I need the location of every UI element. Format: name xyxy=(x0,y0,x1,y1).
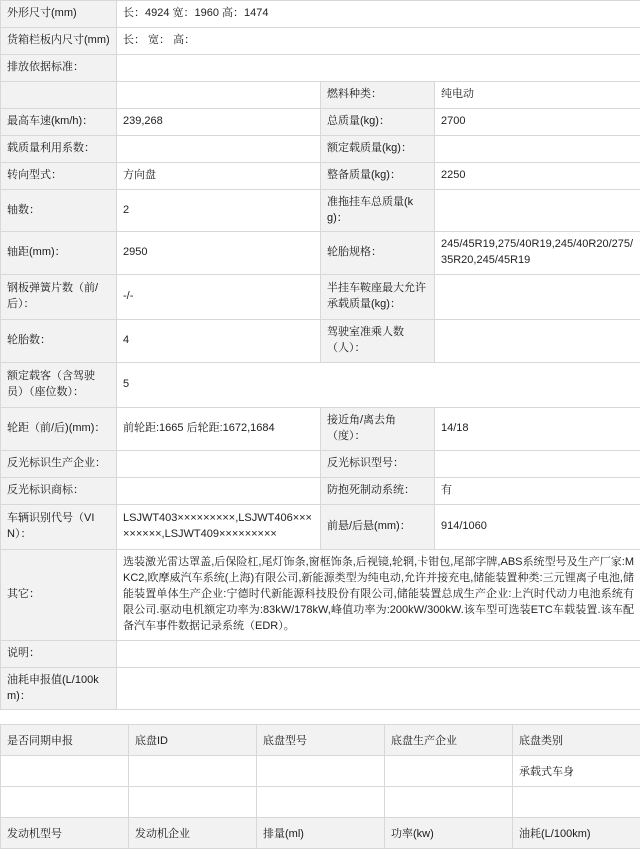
row-value-dimensions: 长：4924 宽：1960 高：1474 xyxy=(117,1,640,28)
row-value-trailer-mass xyxy=(435,189,640,232)
engine-header-manufacturer: 发动机企业 xyxy=(129,818,257,849)
row-label-dimensions: 外形尺寸(mm) xyxy=(1,1,117,28)
table-row xyxy=(1,1,640,28)
chassis-cell-chassis-id xyxy=(129,756,257,787)
row-value-seating-capacity: 5 xyxy=(117,363,640,408)
row-value-load-coefficient xyxy=(117,135,321,162)
row-label-steering-type: 转向型式： xyxy=(1,162,117,189)
row-label-max-speed: 最高车速(km/h)： xyxy=(1,108,117,135)
row-label-cargo-box: 货箱栏板内尺寸(mm) xyxy=(1,27,117,54)
row-value-saddle-load xyxy=(435,275,640,320)
row-value-max-speed: 239,268 xyxy=(117,108,321,135)
table-row xyxy=(1,478,640,505)
chassis-header-chassis-manufacturer: 底盘生产企业 xyxy=(385,725,513,756)
row-label-reflector-model: 反光标识型号： xyxy=(321,451,435,478)
row-label-approach-departure-angle: 接近角/离去角（度）： xyxy=(321,408,435,451)
row-value-reflector-brand xyxy=(117,478,321,505)
engine-header-row xyxy=(1,818,640,849)
row-value-gross-mass: 2700 xyxy=(435,108,640,135)
row-value-tire-count: 4 xyxy=(117,320,321,363)
row-value-reflector-manufacturer xyxy=(117,451,321,478)
table-row xyxy=(1,640,640,667)
chassis-header-chassis-category: 底盘类别 xyxy=(513,725,640,756)
row-value-fuel-type: 纯电动 xyxy=(435,81,640,108)
table-row xyxy=(1,667,640,710)
row-label-curb-mass: 整备质量(kg)： xyxy=(321,162,435,189)
row-value-abs: 有 xyxy=(435,478,640,505)
row-value-steering-type: 方向盘 xyxy=(117,162,321,189)
table-row xyxy=(1,363,640,408)
engine-header-model: 发动机型号 xyxy=(1,818,129,849)
row-value-track-width: 前轮距:1665 后轮距:1672,1684 xyxy=(117,408,321,451)
row-label-leaf-spring: 钢板弹簧片数（前/后）： xyxy=(1,275,117,320)
row-label-saddle-load: 半挂车鞍座最大允许承载质量(kg)： xyxy=(321,275,435,320)
table-row xyxy=(1,232,640,275)
row-value-blank-1 xyxy=(117,81,321,108)
chassis-cell-empty-5 xyxy=(513,787,640,818)
row-value-reflector-model xyxy=(435,451,640,478)
chassis-cell-chassis-manufacturer xyxy=(385,756,513,787)
row-value-emission-standard xyxy=(117,54,640,81)
row-value-tire-spec: 245/45R19,275/40R19,245/40R20/275/35R20,245/45R19 xyxy=(435,232,640,275)
row-label-abs: 防抱死制动系统： xyxy=(321,478,435,505)
row-value-axle-count: 2 xyxy=(117,189,321,232)
row-label-reflector-manufacturer: 反光标识生产企业： xyxy=(1,451,117,478)
chassis-header-simultaneous-declaration: 是否同期申报 xyxy=(1,725,129,756)
row-label-tire-count: 轮胎数： xyxy=(1,320,117,363)
engine-header-displacement: 排量(ml) xyxy=(257,818,385,849)
row-label-fuel-consumption: 油耗申报值(L/100km)： xyxy=(1,667,117,710)
table-row xyxy=(1,27,640,54)
row-label-tire-spec: 轮胎规格： xyxy=(321,232,435,275)
row-value-leaf-spring: -/- xyxy=(117,275,321,320)
chassis-header-chassis-id: 底盘ID xyxy=(129,725,257,756)
table-row xyxy=(1,135,640,162)
table-row xyxy=(1,756,640,787)
row-label-rated-load: 额定载质量(kg)： xyxy=(321,135,435,162)
row-label-reflector-brand: 反光标识商标： xyxy=(1,478,117,505)
engine-header-power: 功率(kw) xyxy=(385,818,513,849)
row-label-seating-capacity: 额定载客（含驾驶员）（座位数）： xyxy=(1,363,117,408)
table-row xyxy=(1,81,640,108)
chassis-cell-empty-2 xyxy=(129,787,257,818)
table-row xyxy=(1,787,640,818)
chassis-cell-chassis-model xyxy=(257,756,385,787)
row-label-fuel-type: 燃料种类： xyxy=(321,81,435,108)
row-value-cab-occupants xyxy=(435,320,640,363)
chassis-cell-empty-4 xyxy=(385,787,513,818)
table-row xyxy=(1,189,640,232)
table-row xyxy=(1,275,640,320)
row-label-gross-mass: 总质量(kg)： xyxy=(321,108,435,135)
row-label-trailer-mass: 准拖挂车总质量(kg)： xyxy=(321,189,435,232)
table-row xyxy=(1,162,640,189)
row-value-rated-load xyxy=(435,135,640,162)
row-value-other: 选装激光雷达罩盖,后保险杠,尾灯饰条,窗框饰条,后视镜,轮辋,卡钳包,尾部字牌,ABS系统型号及生产厂家:MKC2,欧摩威汽车系统(上海)有限公司,新能源类型为纯电动,允许并接充电,储能装置种类:三元锂离子电池,储能装置单体生产企业:宁德时代新能源科技股份有限公司,储能装置总成生产企业:上汽时代动力电池系统有限公司.驱动电机额定功率为:83kW/178kW,峰值功率为:200kW/300kW.该车型可选装ETC车载装置.该车配备汽车事件数据记录系统（EDR）。 xyxy=(117,549,640,640)
row-value-approach-departure-angle: 14/18 xyxy=(435,408,640,451)
table-row xyxy=(1,320,640,363)
row-label-other: 其它： xyxy=(1,549,117,640)
row-value-overhang: 914/1060 xyxy=(435,504,640,549)
chassis-cell-simultaneous-declaration xyxy=(1,756,129,787)
row-label-blank-1 xyxy=(1,81,117,108)
chassis-header-chassis-model: 底盘型号 xyxy=(257,725,385,756)
row-value-fuel-consumption xyxy=(117,667,640,710)
chassis-table xyxy=(0,724,640,849)
row-label-cab-occupants: 驾驶室准乘人数（人）： xyxy=(321,320,435,363)
row-label-emission-standard: 排放依据标准： xyxy=(1,54,117,81)
chassis-cell-empty-1 xyxy=(1,787,129,818)
row-value-vin: LSJWT403×××××××××,LSJWT406×××××××××,LSJWT409××××××××× xyxy=(117,504,321,549)
row-value-cargo-box: 长： 宽： 高： xyxy=(117,27,640,54)
chassis-cell-empty-3 xyxy=(257,787,385,818)
row-label-axle-count: 轴数： xyxy=(1,189,117,232)
row-label-wheelbase: 轴距(mm)： xyxy=(1,232,117,275)
row-label-explanation: 说明： xyxy=(1,640,117,667)
table-row xyxy=(1,408,640,451)
row-label-overhang: 前悬/后悬(mm)： xyxy=(321,504,435,549)
table-row xyxy=(1,108,640,135)
table-row xyxy=(1,451,640,478)
row-value-explanation xyxy=(117,640,640,667)
row-value-curb-mass: 2250 xyxy=(435,162,640,189)
row-value-wheelbase: 2950 xyxy=(117,232,321,275)
chassis-header-row xyxy=(1,725,640,756)
chassis-cell-chassis-category: 承载式车身 xyxy=(513,756,640,787)
row-label-load-coefficient: 载质量利用系数： xyxy=(1,135,117,162)
row-label-vin: 车辆识别代号（VIN）： xyxy=(1,504,117,549)
engine-header-fuel-consumption: 油耗(L/100km) xyxy=(513,818,640,849)
section-divider xyxy=(0,710,640,724)
table-row xyxy=(1,54,640,81)
table-row xyxy=(1,504,640,549)
table-row xyxy=(1,549,640,640)
row-label-track-width: 轮距（前/后)(mm)： xyxy=(1,408,117,451)
